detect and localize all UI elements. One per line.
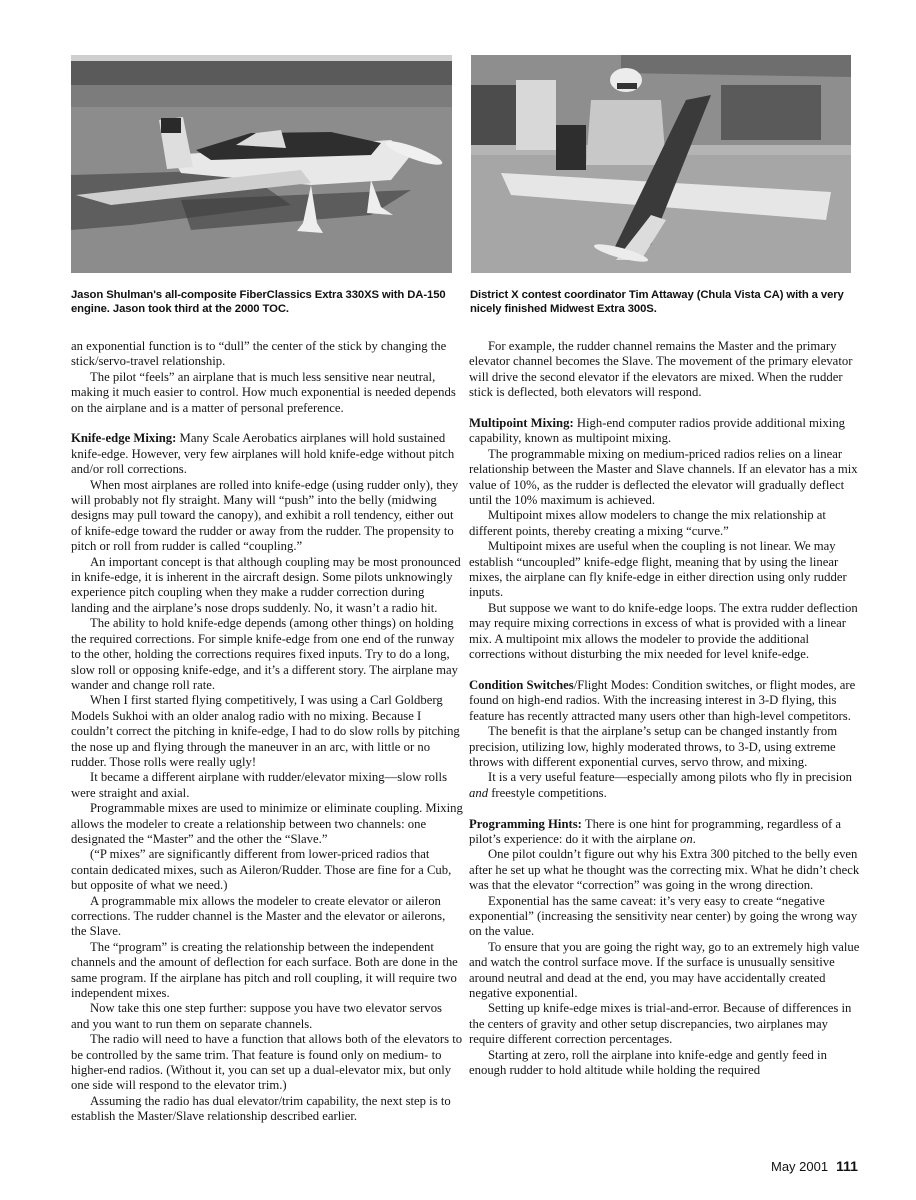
paragraph — [469, 770, 861, 801]
photo-caption-left: Jason Shulman's all-composite FiberClassics Extra 330XS with DA-150 engine. Jason took third at the 2000 TOC. — [71, 289, 446, 315]
paragraph: The “program” is creating the relationship between the independent channels and the amount of deflection for each surface. Both are done in the same program. If the airplane has pitch and roll coupling, it will require two independent mixes. — [71, 939, 458, 1001]
paragraph: When most airplanes are rolled into knife-edge (using rudder only), they will probably not fly straight. Many will “push” into the belly (midwing designs may pull toward the canopy), and exhibit a roll tendency, either out of knife-edge toward the rudder or away from the rudder. The propensity to pitch or roll from rudder is called “coupling.” — [71, 477, 459, 554]
italic-emphasis: on — [680, 831, 693, 846]
paragraph: Setting up knife-edge mixes is trial-and-error. Because of differences in the centers of gravity and other setup discrepancies, two airplanes may require different correction percentages. — [469, 1001, 852, 1047]
paragraph: An important concept is that although coupling may be most pronounced in knife-edge, it is inherent in the aircraft design. Some pilots unknowingly experience pitch coupling when they make a rudder correction during landing and the airplane’s nose drops suddenly. No, it wasn’t a radio hit. — [71, 554, 461, 615]
section-text: /Flight Modes: Condition switches, or flight modes, are found on high-end radios. With the increasing interest in 3-D flying, this feature has recently attracted many users other than high-level competitors. — [469, 677, 856, 723]
paragraph: Multipoint mixes allow modelers to change the mix relationship at different points, thereby creating a mixing “curve.” — [469, 508, 826, 538]
text-run: freestyle competitions. — [488, 785, 607, 800]
paragraph: Now take this one step further: suppose you have two elevator servos and you want to run them on separate channels. — [71, 1001, 442, 1031]
paragraph: Multipoint mixes are useful when the coupling is not linear. We may establish “uncoupled” knife-edge flight, meaning that by using the linear mixes, the airplane can fly knife-edge in either direction using only rudder inputs. — [469, 539, 847, 600]
photo-tim-attaway — [471, 55, 851, 273]
article-column-left — [71, 339, 463, 1125]
paragraph: The pilot “feels” an airplane that is much less sensitive near neutral, making it much easier to control. How much exponential is needed depends on the airplane and is a matter of personal preference. — [71, 369, 456, 415]
section-paragraph — [469, 416, 861, 447]
airplane-on-grass-image — [71, 55, 452, 273]
page-number: 111 — [836, 1158, 858, 1174]
paragraph: Exponential has the same caveat: it’s very easy to create “negative exponential” (increasing the sensitivity near center) by going the wrong way on the value. — [469, 893, 858, 939]
text-run: . — [692, 831, 696, 846]
paragraph: A programmable mix allows the modeler to create elevator or aileron corrections. The rudder channel is the Master and the elevator or ailerons, the Slave. — [71, 893, 446, 939]
paragraph: One pilot couldn’t figure out why his Extra 300 pitched to the belly even after he set up what he thought was the correcting mix. What he didn’t check was that the elevator “correction” was going in the wrong direction. — [469, 847, 860, 893]
paragraph: When I first started flying competitively, I was using a Carl Goldberg Models Sukhoi with an older analog radio with no mixing. Because I couldn’t correct the pitching in knife-edge, I had to do slow rolls by pitching the nose up and flying through the maneuver in an arc, with little or no rudder. Those rolls were really ugly! — [71, 693, 460, 769]
paragraph: It became a different airplane with rudder/elevator mixing—slow rolls were straight and axial. — [71, 770, 448, 800]
paragraph: For example, the rudder channel remains the Master and the primary elevator channel becomes the Slave. The movement of the primary elevator will drive the second elevator if the elevators are mixed. When the rudder stick is deflected, both elevators will respond. — [469, 339, 853, 400]
page-footer — [771, 1158, 858, 1174]
paragraph: Assuming the radio has dual elevator/trim capability, the next step is to establish the Master/Slave relationship described earlier. — [71, 1093, 451, 1124]
paragraph: Starting at zero, roll the airplane into knife-edge and gently feed in enough rudder to hold altitude while holding the required — [469, 1047, 827, 1078]
section-paragraph — [469, 678, 861, 724]
paragraph: The benefit is that the airplane’s setup can be changed instantly from precision, utilizing low, highly moderated throws, to 3-D, using extreme throws with different exponential curves, servo throw, and mixing. — [469, 724, 838, 769]
section-paragraph — [469, 817, 861, 848]
paragraph: The ability to hold knife-edge depends (among other things) on holding the required corrections. For simple knife-edge from one end of the runway to the other, holding the corrections requires fixed inputs. Try to do a long, slow roll or opposing knife-edge, and it’s a different story. The airplane may wander and change roll rate. — [71, 616, 458, 692]
section-heading: Knife-edge Mixing: — [71, 431, 177, 446]
photo-caption-right: District X contest coordinator Tim Attaway (Chula Vista CA) with a very nicely finished Midwest Extra 300S. — [470, 289, 844, 315]
man-with-airplane-image — [471, 55, 851, 273]
paragraph: an exponential function is to “dull” the center of the stick by changing the stick/servo-travel relationship. — [71, 339, 447, 369]
section-heading: Multipoint Mixing: — [469, 416, 574, 431]
paragraph: (“P mixes” are significantly different from lower-priced radios that contain dedicated mixes, such as Aileron/Rudder. Those are fine for a Cub, but opposite of what we need.) — [71, 847, 452, 893]
section-text: High-end computer radios provide additional mixing capability, known as multipoint mixing. — [469, 416, 846, 446]
paragraph: Programmable mixes are used to minimize or eliminate coupling. Mixing allows the modeler to create a relationship between two channels: one designated the “Master” and the other the “Slave.” — [71, 801, 463, 846]
paragraph: The radio will need to have a function that allows both of the elevators to be controlled by the same trim. That feature is found only on medium- to higher-end radios. (Without it, you can set up a dual-elevator mix, but only one side will respond to the elevator trim.) — [71, 1032, 463, 1093]
section-paragraph — [71, 431, 463, 477]
italic-emphasis: and — [469, 785, 489, 800]
text-run: It is a very useful feature—especially among pilots who fly in precision — [488, 770, 852, 785]
section-heading: Programming Hints: — [469, 816, 582, 831]
paragraph: To ensure that you are going the right way, go to an extremely high value and watch the control surface move. If the surface is unusually sensitive around neutral and dead at the end, you may have accidentally created negative exponential. — [469, 939, 860, 1001]
issue-date: May 2001 — [771, 1159, 829, 1174]
section-heading: Condition Switches — [469, 677, 574, 692]
photo-extra-330xs — [71, 55, 452, 273]
paragraph: But suppose we want to do knife-edge loops. The extra rudder deflection may require mixing corrections in excess of what is provided with a linear mix. A multipoint mix allows the modeler to provide the additional corrections without disturbing the mix needed for level knife-edge. — [469, 600, 858, 662]
section-text: Many Scale Aerobatics airplanes will hold sustained knife-edge. However, very few airplanes will hold knife-edge without pitch and/or roll corrections. — [71, 431, 455, 477]
paragraph: The programmable mixing on medium-priced radios relies on a linear relationship between the Master and Slave channels. If an elevator has a mix value of 10%, as the rudder is deflected the elevator will gradually deflect until the 10% maximum is achieved. — [469, 446, 858, 508]
text-run: There is one hint for programming, regardless of a pilot’s experience: do it with the airplane — [469, 816, 841, 846]
article-column-right — [469, 339, 861, 1078]
